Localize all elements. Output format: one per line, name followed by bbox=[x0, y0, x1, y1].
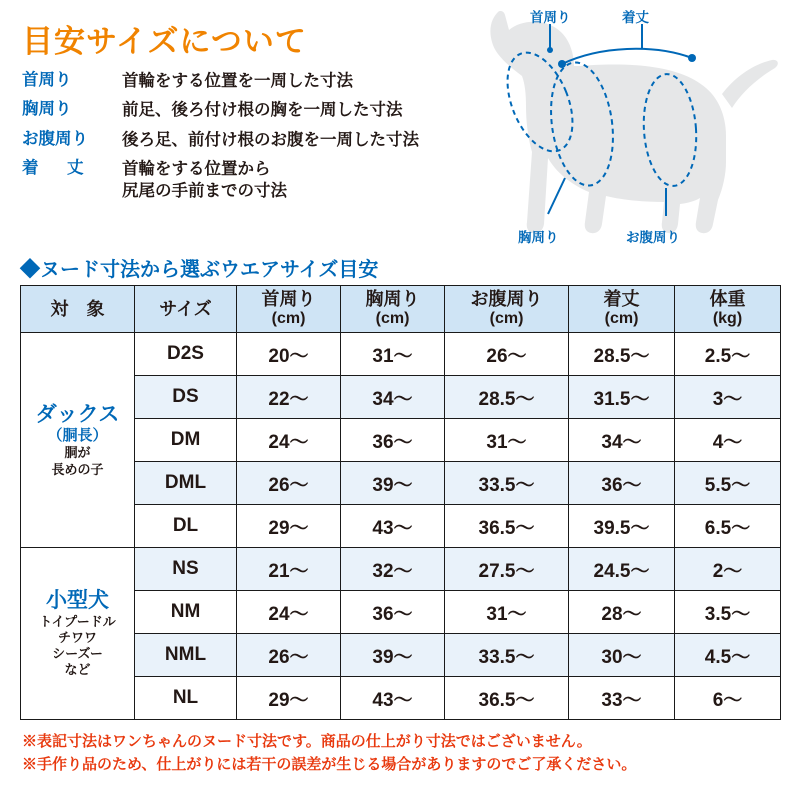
table-row bbox=[21, 677, 781, 720]
cell-back: 30〜 bbox=[569, 634, 675, 677]
definition-row bbox=[22, 70, 492, 92]
cell-weight: 3〜 bbox=[675, 376, 781, 419]
table-row bbox=[21, 548, 781, 591]
cell-chest: 32〜 bbox=[341, 548, 445, 591]
column-header-label: お腹周り bbox=[470, 289, 543, 310]
cell-weight: 5.5〜 bbox=[675, 462, 781, 505]
definition-row bbox=[22, 99, 492, 121]
cell-size: NM bbox=[135, 591, 237, 634]
column-header-label: 首周り bbox=[261, 289, 316, 310]
table-row bbox=[21, 505, 781, 548]
cell-belly: 26〜 bbox=[445, 333, 569, 376]
table-row bbox=[21, 419, 781, 462]
group-cell-small-dog bbox=[21, 548, 135, 720]
definition-term: 首周り bbox=[22, 71, 72, 89]
column-header-belly bbox=[445, 286, 569, 333]
column-header-weight bbox=[675, 286, 781, 333]
dog-silhouette bbox=[490, 11, 726, 233]
cell-weight: 4〜 bbox=[675, 419, 781, 462]
table-header-row bbox=[21, 286, 781, 333]
cell-neck: 26〜 bbox=[237, 634, 341, 677]
diagram-label-neck: 首周り bbox=[530, 10, 571, 25]
size-table-wrapper bbox=[20, 285, 780, 720]
definition-term: 着 丈 bbox=[22, 158, 90, 177]
section-subheading: ◆ヌード寸法から選ぶウエアサイズ目安 bbox=[20, 259, 379, 281]
cell-belly: 33.5〜 bbox=[445, 462, 569, 505]
column-header-unit: (cm) bbox=[271, 310, 306, 328]
cell-belly: 27.5〜 bbox=[445, 548, 569, 591]
cell-neck: 26〜 bbox=[237, 462, 341, 505]
definition-description bbox=[122, 158, 287, 203]
cell-weight: 2〜 bbox=[675, 548, 781, 591]
cell-back: 31.5〜 bbox=[569, 376, 675, 419]
footnote-2: ※手作り品のため、仕上がりには若干の誤差が生じる場合がありますのでご了承ください。 bbox=[22, 756, 637, 774]
column-header-label: 対 象 bbox=[50, 298, 105, 319]
diagram-label-chest: 胸周り bbox=[518, 230, 559, 245]
cell-neck: 29〜 bbox=[237, 505, 341, 548]
table-row bbox=[21, 462, 781, 505]
cell-belly: 33.5〜 bbox=[445, 634, 569, 677]
cell-weight: 6〜 bbox=[675, 677, 781, 720]
cell-chest: 34〜 bbox=[341, 376, 445, 419]
column-header-target bbox=[21, 286, 135, 333]
definition-term: 胸周り bbox=[22, 100, 72, 119]
cell-back: 28.5〜 bbox=[569, 333, 675, 376]
cell-size: NML bbox=[135, 634, 237, 677]
cell-back: 39.5〜 bbox=[569, 505, 675, 548]
cell-neck: 24〜 bbox=[237, 591, 341, 634]
cell-back: 24.5〜 bbox=[569, 548, 675, 591]
size-table bbox=[20, 285, 781, 720]
dog-illustration bbox=[430, 2, 800, 252]
column-header-label: 着丈 bbox=[603, 289, 640, 310]
group-note-line1: トイプードル bbox=[39, 613, 116, 629]
group-note-line4: など bbox=[64, 662, 91, 678]
group-note-line1: 胴が bbox=[64, 445, 91, 461]
footnote-1: ※表記寸法はワンちゃんのヌード寸法です。商品の仕上がり寸法ではございません。 bbox=[22, 733, 592, 750]
back-length-line bbox=[562, 49, 692, 64]
definition-row bbox=[22, 129, 492, 151]
cell-size: DS bbox=[135, 376, 237, 419]
cell-size: D2S bbox=[135, 333, 237, 376]
cell-weight: 6.5〜 bbox=[675, 505, 781, 548]
definition-description: 前足、後ろ付け根の胸を一周した寸法 bbox=[122, 101, 403, 120]
definition-description: 後ろ足、前付け根のお腹を一周した寸法 bbox=[122, 130, 419, 149]
cell-size: DL bbox=[135, 505, 237, 548]
group-name: 小型犬 bbox=[46, 589, 109, 613]
definition-description: 首輪をする位置を一周した寸法 bbox=[122, 72, 353, 90]
cell-chest: 31〜 bbox=[341, 333, 445, 376]
cell-back: 36〜 bbox=[569, 462, 675, 505]
column-header-chest bbox=[341, 286, 445, 333]
cell-neck: 22〜 bbox=[237, 376, 341, 419]
cell-weight: 2.5〜 bbox=[675, 333, 781, 376]
cell-size: DML bbox=[135, 462, 237, 505]
table-row bbox=[21, 333, 781, 376]
column-header-unit: (cm) bbox=[375, 310, 410, 328]
cell-back: 28〜 bbox=[569, 591, 675, 634]
cell-neck: 21〜 bbox=[237, 548, 341, 591]
cell-belly: 31〜 bbox=[445, 419, 569, 462]
cell-chest: 36〜 bbox=[341, 591, 445, 634]
definition-description-line1: 首輪をする位置から bbox=[122, 159, 271, 178]
definition-list bbox=[22, 70, 492, 209]
column-header-unit: (kg) bbox=[712, 310, 743, 328]
group-note-line3: シーズー bbox=[52, 646, 103, 662]
cell-neck: 24〜 bbox=[237, 419, 341, 462]
cell-chest: 43〜 bbox=[341, 677, 445, 720]
dog-measurement-diagram bbox=[430, 2, 800, 252]
column-header-unit: (cm) bbox=[604, 310, 639, 328]
cell-chest: 36〜 bbox=[341, 419, 445, 462]
group-subtitle: （胴長） bbox=[47, 427, 108, 445]
column-header-label: 体重 bbox=[709, 289, 746, 310]
group-cell-dachshund bbox=[21, 333, 135, 548]
column-header-neck bbox=[237, 286, 341, 333]
cell-weight: 4.5〜 bbox=[675, 634, 781, 677]
table-header bbox=[21, 286, 781, 333]
column-header-unit: (cm) bbox=[489, 310, 524, 328]
definition-description-line2: 尻尾の手前までの寸法 bbox=[122, 182, 287, 201]
column-header-label: サイズ bbox=[159, 298, 212, 319]
cell-belly: 36.5〜 bbox=[445, 505, 569, 548]
table-body bbox=[21, 333, 781, 720]
table-row bbox=[21, 591, 781, 634]
page-title: 目安サイズについて bbox=[22, 24, 307, 59]
cell-belly: 31〜 bbox=[445, 591, 569, 634]
cell-belly: 36.5〜 bbox=[445, 677, 569, 720]
cell-chest: 39〜 bbox=[341, 634, 445, 677]
diagram-label-belly: お腹周り bbox=[626, 230, 680, 245]
cell-weight: 3.5〜 bbox=[675, 591, 781, 634]
dog-tail bbox=[722, 60, 778, 108]
definition-row bbox=[22, 158, 492, 203]
cell-neck: 29〜 bbox=[237, 677, 341, 720]
group-note-line2: 長めの子 bbox=[51, 461, 104, 477]
table-row bbox=[21, 376, 781, 419]
footnotes bbox=[22, 730, 792, 777]
column-header-label: 胸周り bbox=[365, 289, 420, 310]
cell-size: DM bbox=[135, 419, 237, 462]
definition-term: お腹周り bbox=[22, 129, 88, 148]
cell-size: NL bbox=[135, 677, 237, 720]
cell-back: 33〜 bbox=[569, 677, 675, 720]
cell-chest: 39〜 bbox=[341, 462, 445, 505]
cell-size: NS bbox=[135, 548, 237, 591]
group-note-line2: チワワ bbox=[57, 629, 97, 645]
group-name: ダックス bbox=[35, 403, 120, 427]
cell-chest: 43〜 bbox=[341, 505, 445, 548]
chest-leader-line bbox=[548, 178, 565, 214]
column-header-back bbox=[569, 286, 675, 333]
diagram-label-back: 着丈 bbox=[622, 10, 649, 25]
cell-belly: 28.5〜 bbox=[445, 376, 569, 419]
cell-neck: 20〜 bbox=[237, 333, 341, 376]
table-row bbox=[21, 634, 781, 677]
column-header-size bbox=[135, 286, 237, 333]
cell-back: 34〜 bbox=[569, 419, 675, 462]
